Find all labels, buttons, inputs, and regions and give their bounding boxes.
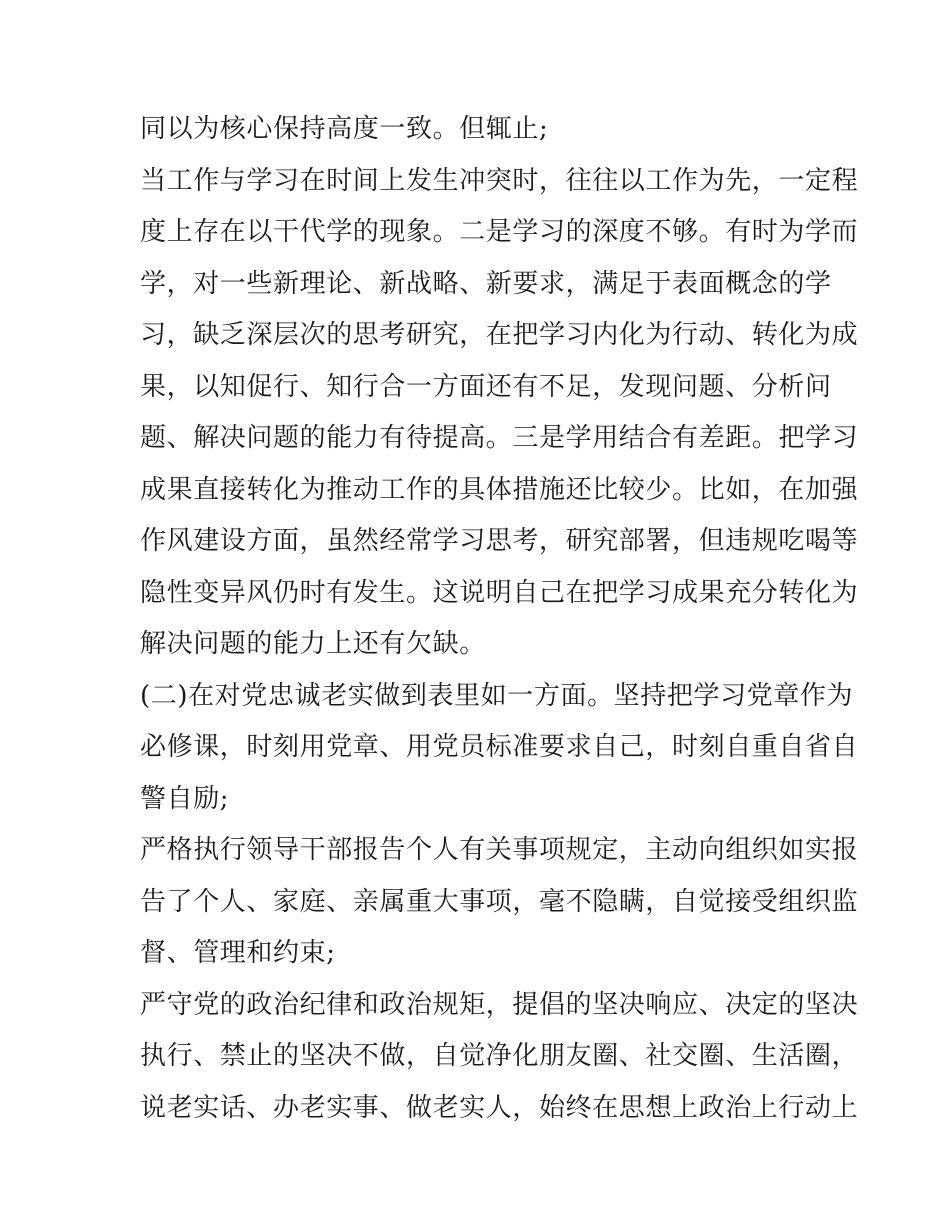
text-line: 题、解决问题的能力有待提高。三是学用结合有差距。把学习 — [140, 423, 859, 453]
text-line: 果，以知促行、知行合一方面还有不足，发现问题、分析问 — [140, 371, 832, 402]
body-text — [140, 104, 859, 1134]
text-line: 同以为核心保持高度一致。但辄止; — [140, 114, 549, 144]
text-line: 隐性变异风仍时有发生。这说明自己在把学习成果充分转化为 — [140, 577, 859, 608]
text-line: 严守党的政治纪律和政治规矩，提倡的坚决响应、决定的坚决 — [140, 989, 859, 1020]
text-line: 习，缺乏深层次的思考研究，在把学习内化为行动、转化为成 — [140, 320, 859, 350]
text-line: 必修课，时刻用党章、用党员标准要求自己，时刻自重自省自 — [140, 732, 859, 762]
text-line: 解决问题的能力上还有欠缺。 — [140, 629, 486, 659]
text-line: 说老实话、办老实事、做老实人，始终在思想上政治上行动上 — [140, 1092, 859, 1123]
text-line: 执行、禁止的坚决不做，自觉净化朋友圈、社交圈、生活圈， — [140, 1041, 859, 1071]
text-line: 警自励; — [140, 783, 230, 814]
text-line: 成果直接转化为推动工作的具体措施还比较少。比如，在加强 — [140, 474, 859, 505]
text-line: 当工作与学习在时间上发生冲突时，往往以工作为先，一定程 — [140, 165, 859, 196]
section-heading-line: (二)在对党忠诚老实做到表里如一方面。坚持把学习党章作为 — [140, 680, 854, 711]
text-line: 度上存在以干代学的现象。二是学习的深度不够。有时为学而 — [140, 217, 859, 247]
text-line: 告了个人、家庭、亲属重大事项，毫不隐瞒，自觉接受组织监 — [140, 886, 859, 917]
text-line: 作风建设方面，虽然经常学习思考，研究部署，但违规吃喝等 — [140, 526, 859, 556]
text-line: 严格执行领导干部报告个人有关事项规定，主动向组织如实报 — [140, 835, 859, 865]
text-line: 学，对一些新理论、新战略、新要求，满足于表面概念的学 — [140, 268, 832, 299]
text-line: 督、管理和约束; — [140, 938, 336, 968]
